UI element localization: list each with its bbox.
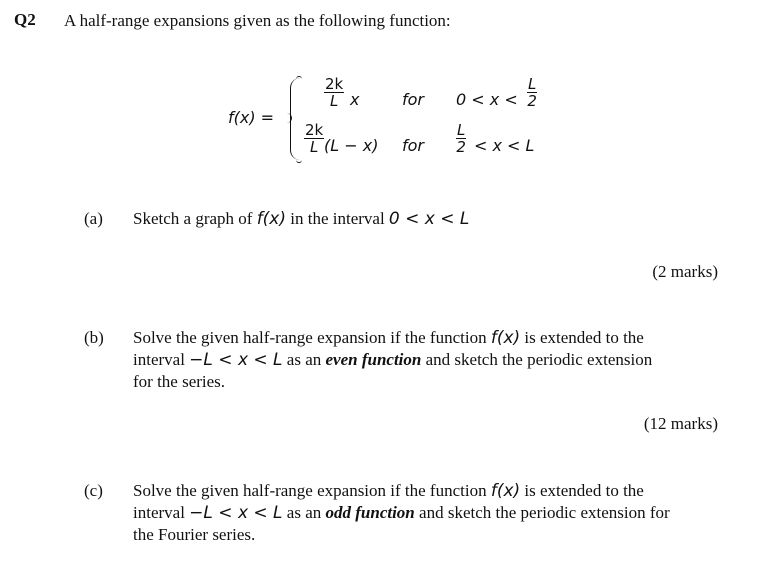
case1-for: for — [402, 90, 424, 109]
case2-condition: < x < L — [474, 136, 535, 155]
part-c-line1-post: is extended to the — [520, 481, 644, 500]
case1-coef-den: L — [329, 92, 339, 110]
case1-variable: x — [350, 90, 360, 109]
part-c-line1 — [133, 480, 644, 502]
part-c-label: (c) — [84, 481, 103, 500]
part-c-emphasis: odd function — [325, 503, 415, 522]
case1-cond-num: L — [528, 75, 537, 93]
part-a-marks: (2 marks) — [652, 262, 718, 281]
part-c-line3: the Fourier series. — [133, 525, 256, 544]
case2-for: for — [402, 136, 424, 155]
case1-coef-num: 2k — [325, 75, 344, 93]
part-b-interval: −L < x < L — [189, 350, 283, 370]
case1-coefficient — [324, 76, 344, 109]
part-b-line1-post: is extended to the — [520, 328, 644, 347]
part-b-line1-pre: Solve the given half-range expansion if the function — [133, 328, 491, 347]
case1-cond-den: 2 — [527, 92, 537, 110]
part-b-line2-pre: interval — [133, 350, 190, 369]
question-number: Q2 — [14, 10, 36, 29]
part-a-text — [133, 208, 469, 230]
case2-cond-den: 2 — [456, 138, 466, 156]
case2-coef-den: L — [309, 138, 319, 156]
case2-expression: (L − x) — [324, 136, 379, 155]
question-stem: A half-range expansions given as the following function: — [64, 11, 451, 30]
part-a-text-mid: in the interval — [286, 209, 389, 228]
case1-condition-fraction — [527, 76, 537, 109]
part-c-line1-pre: Solve the given half-range expansion if the function — [133, 481, 491, 500]
part-c-interval: −L < x < L — [189, 503, 283, 523]
part-c-line2-post: and sketch the periodic extension for — [414, 503, 670, 522]
part-c-line2 — [133, 502, 670, 524]
part-a-label: (a) — [84, 209, 103, 228]
part-b-line1 — [133, 327, 644, 349]
part-c-line2-mid: as an — [282, 503, 326, 522]
case2-condition-fraction — [456, 122, 466, 155]
part-a-text-pre: Sketch a graph of — [133, 209, 257, 228]
part-b-emphasis: even function — [325, 350, 422, 369]
part-a-fx: f(x) — [256, 209, 286, 229]
function-lhs: f(x) = — [228, 108, 275, 127]
part-b-line3: for the series. — [133, 372, 226, 391]
part-a-interval: 0 < x < L — [388, 209, 470, 229]
part-b-line2-mid: as an — [282, 350, 326, 369]
brace-bottom — [296, 158, 302, 163]
part-c-fx: f(x) — [490, 481, 521, 501]
case1-condition: 0 < x < — [456, 90, 518, 109]
part-b-line2 — [133, 349, 652, 371]
case2-cond-num: L — [457, 121, 466, 139]
part-c-line2-pre: interval — [133, 503, 190, 522]
part-b-label: (b) — [84, 328, 104, 347]
part-b-fx: f(x) — [490, 328, 521, 348]
case2-coefficient — [304, 122, 324, 155]
part-b-line2-post: and sketch the periodic extension — [421, 350, 653, 369]
part-b-marks: (12 marks) — [643, 414, 718, 433]
case2-coef-num: 2k — [305, 121, 324, 139]
